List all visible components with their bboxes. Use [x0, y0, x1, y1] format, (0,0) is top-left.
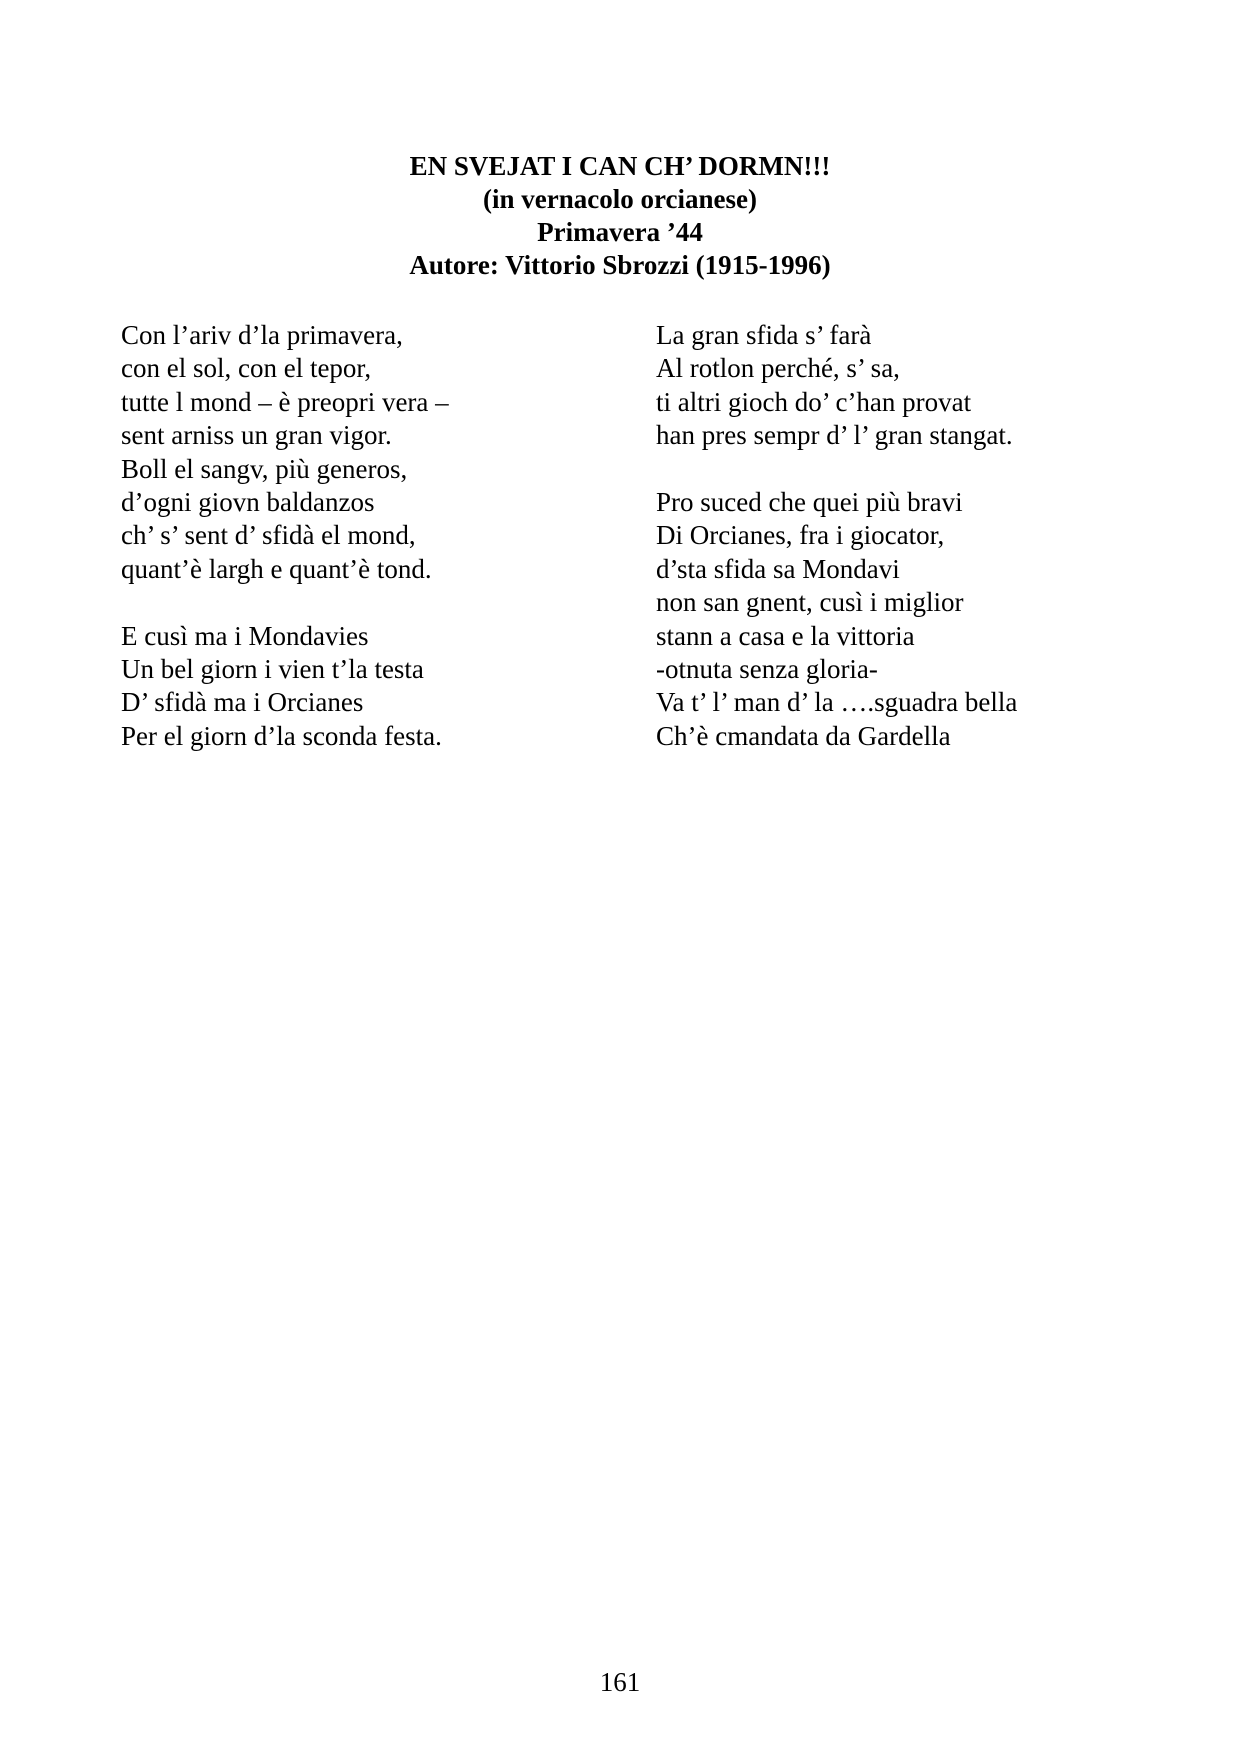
stanza — [121, 620, 621, 754]
poem-line: Pro suced che quei più bravi — [656, 487, 963, 518]
poem-header — [0, 150, 1240, 282]
poem-line: Ch’è cmandata da Gardella — [656, 720, 951, 751]
poem-line: E cusì ma i Mondavies — [121, 620, 369, 651]
poem-line: ti altri gioch do’ c’han provat — [656, 386, 972, 417]
poem-line: ch’ s’ sent d’ sfidà el mond, — [121, 520, 416, 551]
poem-author: Autore: Vittorio Sbrozzi (1915-1996) — [409, 250, 831, 280]
poem-date: Primavera ’44 — [537, 217, 703, 247]
poem-line: La gran sfida s’ farà — [656, 320, 872, 350]
stanza — [656, 319, 1216, 453]
poem-line: d’ogni giovn baldanzos — [121, 487, 375, 518]
page-number: 161 — [599, 1667, 641, 1697]
poem-line: Un bel giorn i vien t’la testa — [121, 654, 424, 685]
poem-line: stann a casa e la vittoria — [656, 620, 915, 651]
poem-line: Per el giorn d’la sconda festa. — [121, 720, 442, 751]
poem-line: Con l’ariv d’la primavera, — [121, 320, 403, 350]
poem-line: D’ sfidà ma i Orcianes — [121, 687, 364, 718]
poem-line: quant’è largh e quant’è tond. — [121, 553, 432, 584]
stanza — [121, 319, 621, 586]
poem-line: Va t’ l’ man d’ la ….sguadra bella — [656, 687, 1018, 718]
poem-line: han pres sempr d’ l’ gran stangat. — [656, 420, 1013, 451]
poem-right-column — [656, 319, 1216, 753]
poem-left-column — [121, 319, 621, 753]
poem-line: d’sta sfida sa Mondavi — [656, 553, 900, 584]
stanza — [656, 486, 1216, 753]
poem-line: -otnuta senza gloria- — [656, 654, 878, 685]
poem-title: EN SVEJAT I CAN CH’ DORMN!!! — [409, 151, 831, 181]
poem-line: Di Orcianes, fra i giocator, — [656, 520, 945, 551]
poem-line: non san gnent, cusì i miglior — [656, 587, 964, 618]
poem-line: sent arniss un gran vigor. — [121, 420, 392, 451]
poem-line: tutte l mond – è preopri vera – — [121, 386, 449, 417]
poem-subtitle: (in vernacolo orcianese) — [483, 184, 757, 214]
poem-line: Al rotlon perché, s’ sa, — [656, 353, 900, 384]
poem-line: con el sol, con el tepor, — [121, 353, 372, 384]
poem-line: Boll el sangv, più generos, — [121, 453, 408, 484]
